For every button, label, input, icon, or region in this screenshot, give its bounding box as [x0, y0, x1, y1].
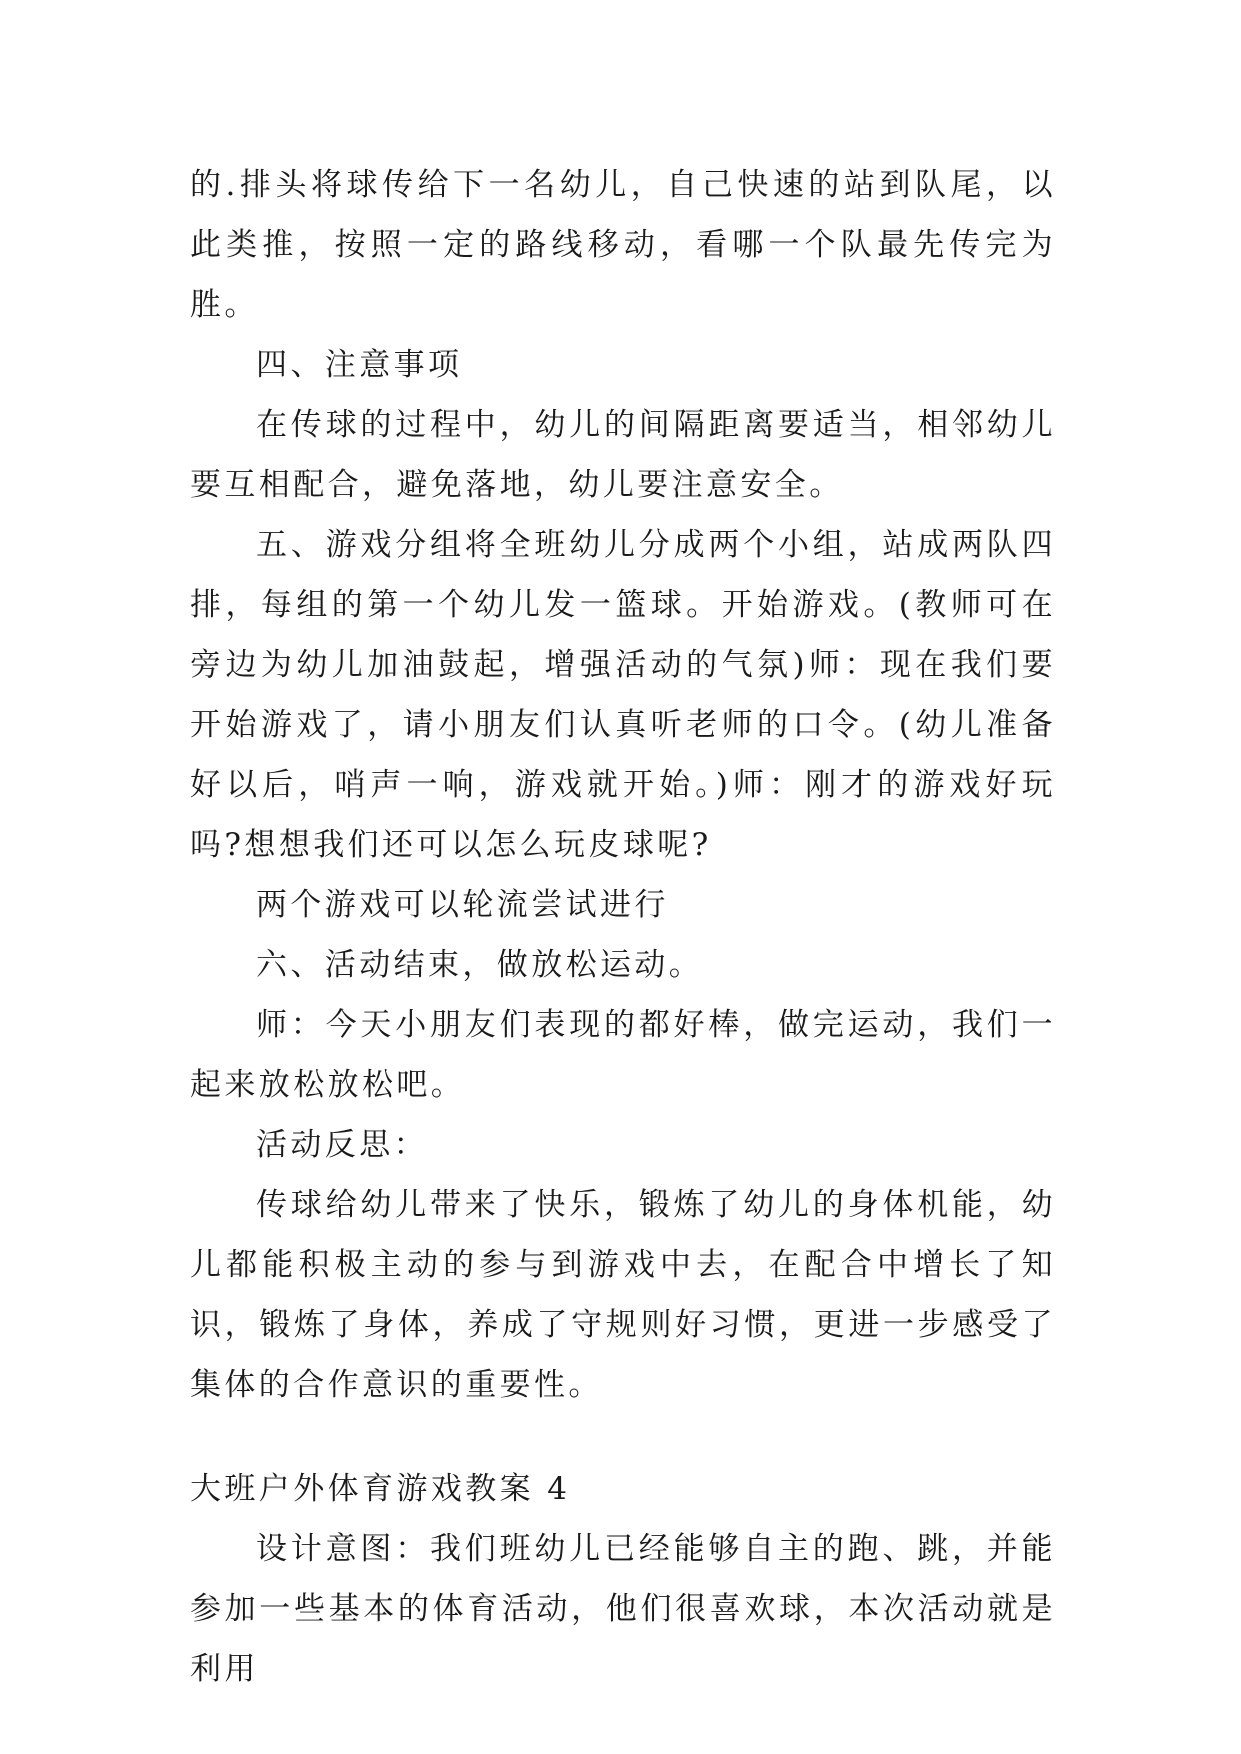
- paragraph-reflection: 传球给幼儿带来了快乐，锻炼了幼儿的身体机能，幼儿都能积极主动的参与到游戏中去，在配合中增长了知识，锻炼了身体，养成了守规则好习惯，更进一步感受了集体的合作意识的重要性。: [190, 1187, 1056, 1403]
- section-title: 大班户外体育游戏教案 4: [190, 1471, 571, 1507]
- heading-activity-end: 六、活动结束，做放松运动。: [256, 947, 704, 983]
- section-spacer: [190, 1415, 1056, 1459]
- paragraph-continued-rules: 的.排头将球传给下一名幼儿，自己快速的站到队尾，以此类推，按照一定的路线移动，看哪一个队最先传完为胜。: [190, 167, 1056, 323]
- paragraph-alternate: 两个游戏可以轮流尝试进行: [256, 887, 669, 923]
- heading-reflection: 活动反思：: [256, 1127, 428, 1163]
- paragraph-notes: 在传球的过程中，幼儿的间隔距离要适当，相邻幼儿要互相配合，避免落地，幼儿要注意安全。: [190, 407, 1056, 503]
- paragraph-grouping: 五、游戏分组将全班幼儿分成两个小组，站成两队四排，每组的第一个幼儿发一篮球。开始游戏。(教师可在旁边为幼儿加油鼓起，增强活动的气氛)师：现在我们要开始游戏了，请小朋友们认真听老师的口令。(幼儿准备好以后，哨声一响，游戏就开始。)师：刚才的游戏好玩吗?想想我们还可以怎么玩皮球呢?: [190, 527, 1056, 863]
- heading-notes: 四、注意事项: [256, 347, 463, 383]
- paragraph-design-intent: 设计意图：我们班幼儿已经能够自主的跑、跳，并能参加一些基本的体育活动，他们很喜欢球，本次活动就是利用: [190, 1531, 1056, 1687]
- document-body: [190, 155, 1056, 1699]
- paragraph-teacher-relax: 师：今天小朋友们表现的都好棒，做完运动，我们一起来放松放松吧。: [190, 1007, 1056, 1103]
